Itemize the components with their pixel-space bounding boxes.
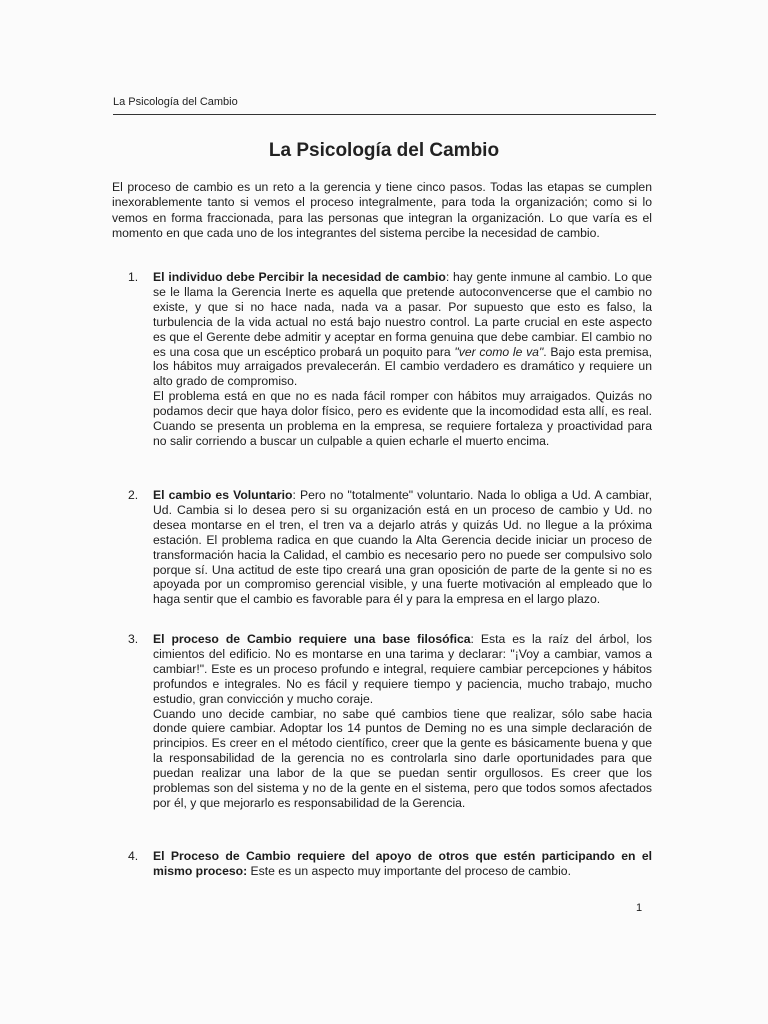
running-header: La Psicología del Cambio xyxy=(113,96,238,108)
list-item-2 xyxy=(128,488,652,607)
list-item-text: : Pero no "totalmente" voluntario. Nada lo obliga a Ud. A cambiar, Ud. Cambia si lo desea pero si su organización está en un proceso de cambio y Ud. no desea montarse en el tren, el tren va a dejarlo atrás y quizás Ud. no llegue a la próxima estación. El problema radica en que cuando la Alta Gerencia decide iniciar un proceso de transformación hacia la Calidad, el cambio es necesario pero no puede ser compulsivo solo porque sí. Una actitud de este tipo creará una gran oposición de parte de la gente si no es apoyada por un compromiso gerencial visible, y una fuerte motivación al empleado que lo haga sentir que el cambio es favorable para él y para la empresa en el largo plazo. xyxy=(153,488,652,607)
list-item-paragraph xyxy=(153,270,652,389)
list-item-emphasis: "ver como le va" xyxy=(454,344,544,359)
list-item-number: 4. xyxy=(128,849,139,863)
intro-paragraph: El proceso de cambio es un reto a la gerencia y tiene cinco pasos. Todas las etapas se cumplen inexorablemente tanto si vemos el proceso integralmente, para toda la organización; como si lo vemos en forma fraccionada, para las personas que integran la organización. Lo que varía es el momento en que cada uno de los integrantes del sistema percibe la necesidad de cambio. xyxy=(112,180,652,240)
list-item-paragraph xyxy=(153,849,652,879)
list-item-heading: El Proceso de Cambio requiere del apoyo de otros que estén participando en el mismo proceso: xyxy=(153,849,652,878)
header-rule xyxy=(113,114,656,115)
list-item-body xyxy=(153,632,652,811)
list-item-number: 3. xyxy=(128,632,139,646)
list-item-body xyxy=(153,849,652,879)
list-item-text: : Esta es la raíz del árbol, los cimientos del edificio. No es montarse en una tarima y declarar: "¡Voy a cambiar, vamos a cambiar!". Este es un proceso profundo e integral, requiere cambiar percepciones y hábitos profundos e integrales. No es fácil y requiere tiempo y paciencia, mucho trabajo, mucho estudio, gran convicción y mucho coraje. xyxy=(153,632,652,706)
list-item-heading: El individuo debe Percibir la necesidad de cambio xyxy=(153,270,446,284)
list-item-number: 2. xyxy=(128,488,139,502)
list-item-3 xyxy=(128,632,652,811)
list-item-paragraph-2: El problema está en que no es nada fácil romper con hábitos muy arraigados. Quizás no podamos decir que haya dolor físico, pero es evidente que la incomodidad esta allí, es real. Cuando se presenta un problema en la empresa, se requiere fortaleza y proactividad para no salir corriendo a buscar un culpable a quien echarle el muerto encima. xyxy=(153,389,652,448)
list-item-heading: El cambio es Voluntario xyxy=(153,488,293,502)
list-item-body xyxy=(153,270,652,449)
list-item-text-continued: . Bajo esta premisa, los hábitos muy arraigados prevalecerán. El cambio verdadero es dramático y requiere un alto grado de compromiso. xyxy=(153,344,652,389)
list-item-1 xyxy=(128,270,652,449)
page-title: La Psicología del Cambio xyxy=(268,140,500,161)
list-item-paragraph xyxy=(153,488,652,607)
list-item-4 xyxy=(128,849,652,879)
list-item-number: 1. xyxy=(128,270,139,284)
list-item-body xyxy=(153,488,652,607)
page-number: 1 xyxy=(636,902,643,914)
list-item-paragraph xyxy=(153,632,652,707)
list-item-paragraph-2: Cuando uno decide cambiar, no sabe qué cambios tiene que realizar, sólo sabe hacia donde quiere cambiar. Adoptar los 14 puntos de Deming no es una simple declaración de principios. Es creer en el método científico, creer que la gente es básicamente buena y que la responsabilidad de la gerencia no es controlarla sino darle oportunidades para que puedan realizar una labor de la que se puedan sentir orgullosos. Es creer que los problemas son del sistema y no de la gente en el sistema, pero que todos somos afectados por él, y que mejorarlo es responsabilidad de la Gerencia. xyxy=(153,706,652,810)
list-item-heading: El proceso de Cambio requiere una base filosófica xyxy=(153,632,471,646)
list-item-text: Este es un aspecto muy importante del proceso de cambio. xyxy=(247,863,571,878)
list-item-text: : hay gente inmune al cambio. Lo que se le llama la Gerencia Inerte es aquella que pretende autoconvencerse que el cambio no existe, y que si no hace nada, nada va a pasar. Por supuesto que esto es falso, la turbulencia de la vida actual no está bajo nuestro control. La parte crucial en este aspecto es que el Gerente debe admitir y aceptar en forma genuina que debe cambiar. El cambio no es una cosa que un escéptico probará un poquito para xyxy=(153,270,652,359)
